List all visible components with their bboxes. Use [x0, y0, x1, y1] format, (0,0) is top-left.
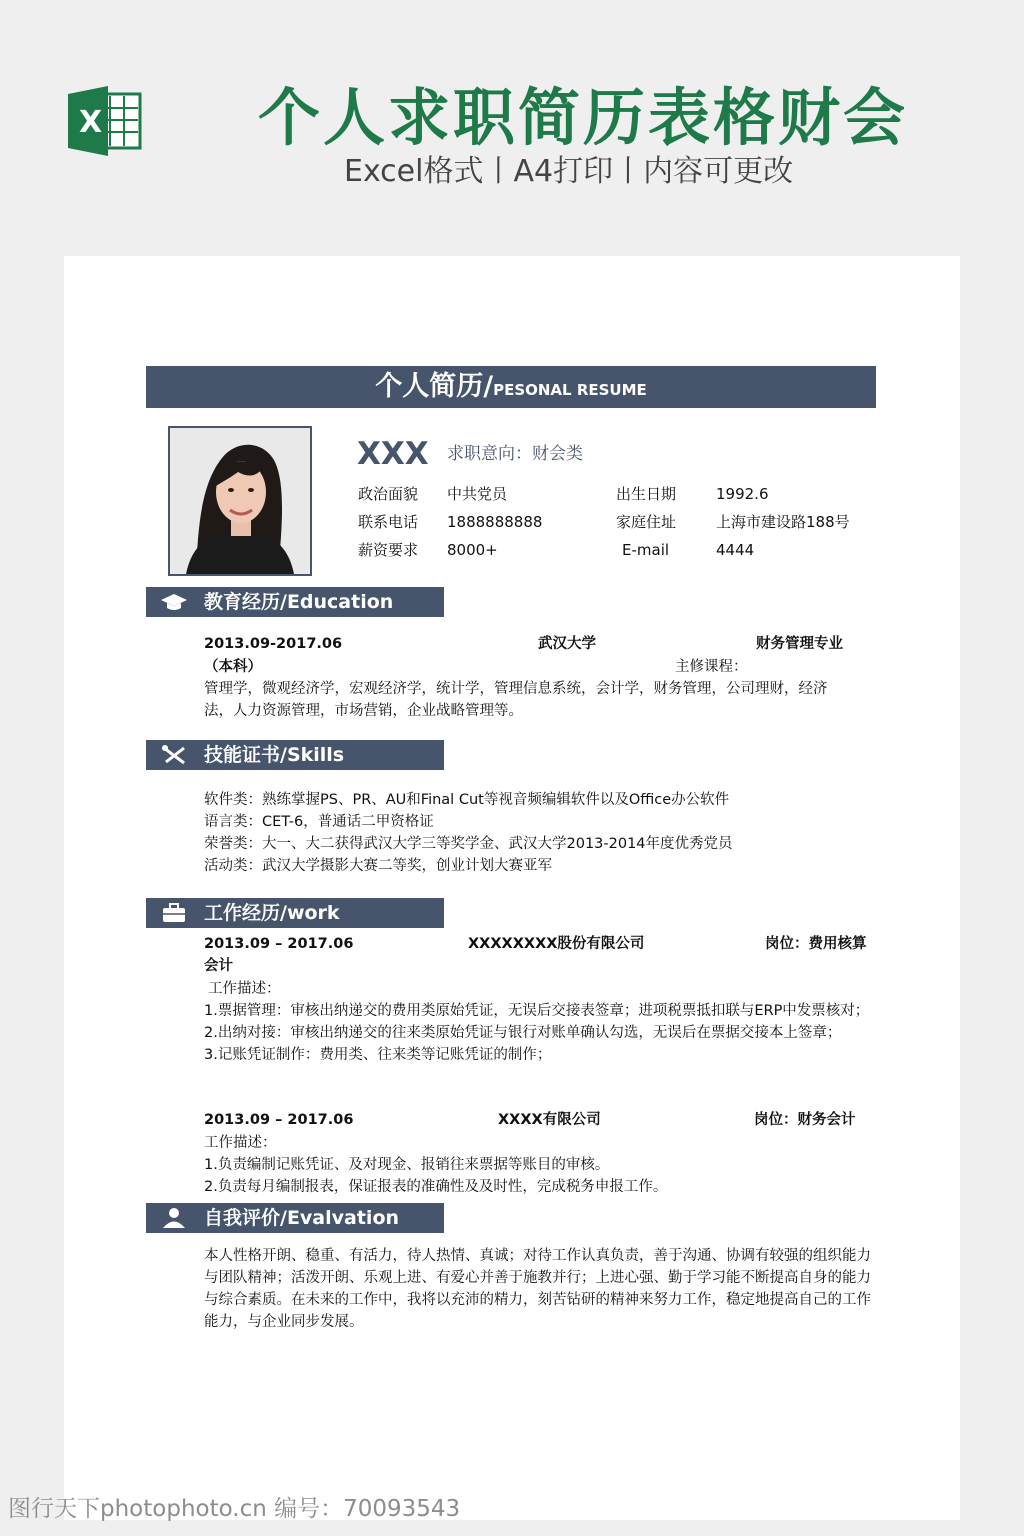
- job1-position-cont: 会计: [204, 958, 233, 974]
- job1-desc-line: 2.出纳对接：审核出纳递交的往来类原始凭证与银行对账单确认勾选，无误后在票据交接本上签章；: [204, 1025, 842, 1041]
- skills-section-bar: [146, 740, 444, 770]
- education-degree: （本科）: [204, 659, 262, 675]
- job2-desc-line: 2.负责每月编制报表，保证报表的准确性及及时性，完成税务申报工作。: [204, 1179, 668, 1195]
- resume-header-bar: [146, 366, 876, 408]
- address-label: 家庭住址: [616, 513, 677, 531]
- education-school: 武汉大学: [538, 636, 596, 652]
- job1-company: XXXXXXXX股份有限公司: [468, 936, 645, 952]
- job1-position: 岗位：费用核算: [765, 936, 867, 952]
- svg-text:X: X: [79, 105, 103, 140]
- graduation-cap-icon: [160, 591, 188, 613]
- banner-title: 个人求职简历表格财会: [258, 81, 909, 154]
- job1-desc-line: 3.记账凭证制作：费用类、往来类等记账凭证的制作；: [204, 1047, 552, 1063]
- resume-header-cn: 个人简历/: [375, 371, 494, 402]
- profile-photo: [168, 426, 312, 576]
- banner-subtitle: Excel格式丨A4打印丨内容可更改: [344, 154, 794, 189]
- evaluation-section-bar: [146, 1203, 444, 1233]
- job2-period: 2013.09 – 2017.06: [204, 1112, 354, 1128]
- email-value: 4444: [716, 541, 755, 559]
- skill-item: 荣誉类：大一、大二获得武汉大学三等奖学金、武汉大学2013-2014年度优秀党员: [204, 836, 733, 852]
- salary-value: 8000+: [447, 541, 498, 559]
- work-section-bar: [146, 898, 444, 928]
- evaluation-text: 本人性格开朗、稳重、有活力，待人热情、真诚；对待工作认真负责，善于沟通、协调有较强的组织能力与团队精神；活泼开朗、乐观上进、有爱心并善于施教并行；上进心强、勤于学习能不断提高自身的能力与综合素质。在未来的工作中，我将以充沛的精力，刻苦钻研的精神来努力工作，稳定地提高自己的工作能力，与企业同步发展。: [204, 1248, 871, 1330]
- people-icon: [160, 1207, 188, 1229]
- political-label: 政治面貌: [358, 485, 419, 503]
- job1-desc-label: 工作描述：: [208, 981, 281, 997]
- watermark: 图行天下photophoto.cn 编号：70093543: [8, 1496, 461, 1522]
- birth-value: 1992.6: [716, 485, 769, 503]
- education-major: 财务管理专业: [756, 636, 843, 652]
- skill-item: 活动类：武汉大学摄影大赛二等奖，创业计划大赛亚军: [204, 858, 552, 874]
- resume-header-en: PESONAL RESUME: [493, 381, 647, 399]
- email-label: E-mail: [622, 541, 670, 559]
- skill-item: 语言类：CET-6，普通话二甲资格证: [204, 814, 434, 830]
- evaluation-title: 自我评价/Evalvation: [204, 1207, 400, 1229]
- excel-icon: [68, 86, 142, 156]
- birth-label: 出生日期: [616, 485, 677, 503]
- phone-label: 联系电话: [358, 513, 419, 531]
- job2-position: 岗位：财务会计: [754, 1112, 856, 1128]
- candidate-name: XXX: [357, 436, 429, 472]
- job2-company: XXXX有限公司: [498, 1112, 601, 1128]
- job-intent: 求职意向：财会类: [447, 444, 583, 464]
- phone-value: 1888888888: [447, 513, 543, 531]
- education-courses: 管理学，微观经济学，宏观经济学，统计学，管理信息系统，会计学，财务管理，公司理财，经济法，人力资源管理，市场营销，企业战略管理等。: [204, 681, 828, 719]
- education-section-bar: [146, 587, 444, 617]
- skill-item: 软件类：熟练掌握PS、PR、AU和Final Cut等视音频编辑软件以及Office办公软件: [204, 792, 730, 808]
- salary-label: 薪资要求: [358, 541, 419, 559]
- education-courses-label: 主修课程：: [675, 659, 748, 675]
- address-value: 上海市建设路188号: [716, 513, 850, 531]
- skills-title: 技能证书/Skills: [204, 744, 345, 766]
- job1-desc: [204, 1000, 876, 1066]
- political-value: 中共党员: [447, 485, 508, 503]
- job1-period: 2013.09 – 2017.06: [204, 936, 354, 952]
- education-period: 2013.09-2017.06: [204, 636, 343, 652]
- job1-desc-line: 1.票据管理：审核出纳递交的费用类原始凭证，无误后交接表签章；进项税票抵扣联与ERP中发票核对；: [204, 1003, 870, 1019]
- work-title: 工作经历/work: [204, 902, 340, 924]
- tools-icon: [160, 744, 188, 766]
- job2-desc-line: 1.负责编制记账凭证、及对现金、报销往来票据等账目的审核。: [204, 1157, 610, 1173]
- briefcase-icon: [160, 902, 188, 924]
- job2-desc-label: 工作描述：: [204, 1135, 277, 1151]
- education-title: 教育经历/Education: [204, 591, 394, 613]
